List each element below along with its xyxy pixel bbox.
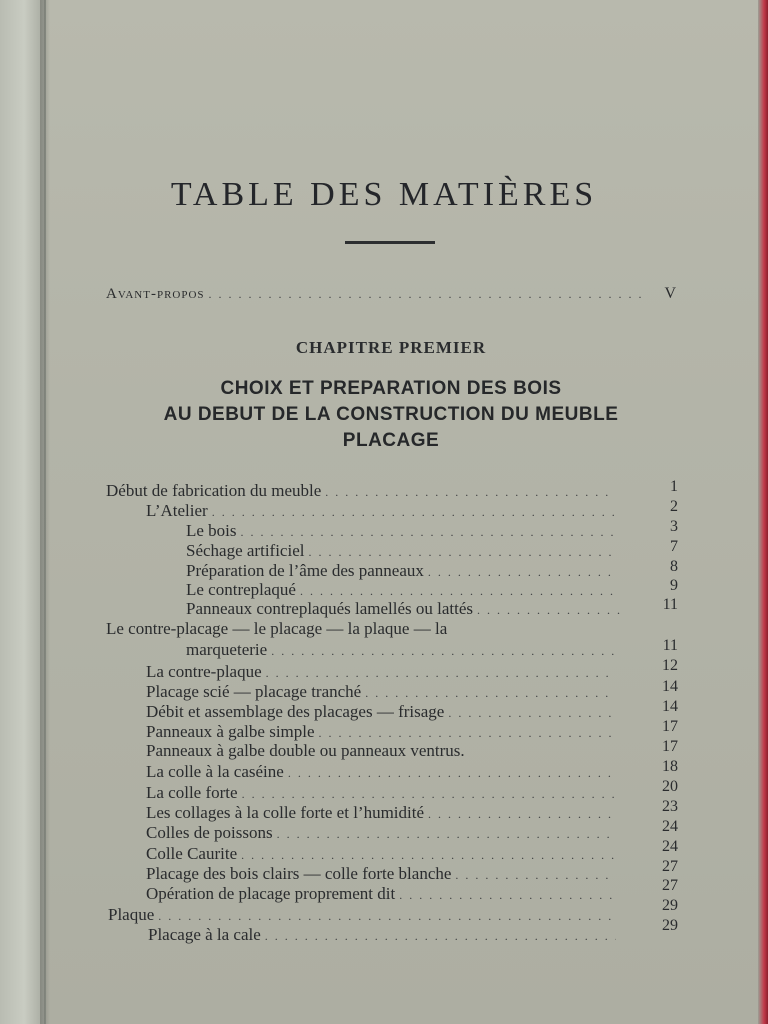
toc-row: [146, 702, 620, 722]
toc-page-number: 14: [662, 698, 678, 715]
toc-label: Placage scié — placage tranché: [146, 682, 362, 701]
toc-row: [146, 741, 624, 761]
toc-page-number: 2: [670, 498, 678, 515]
leader-dots: [325, 485, 616, 500]
toc-label: Plaque: [108, 905, 155, 924]
toc-row: [146, 682, 620, 702]
toc-label: Panneaux contreplaqués lamellés ou lattés: [186, 599, 474, 618]
toc-page-number: 9: [670, 577, 678, 594]
toc-label: Les collages à la colle forte et l’humidité: [146, 803, 425, 822]
leader-dots: [308, 545, 616, 560]
toc-label: La colle forte: [146, 783, 238, 802]
leader-dots: [365, 686, 616, 701]
leader-dots: [242, 787, 616, 802]
leader-dots: [399, 888, 616, 903]
chapter-heading-line-2: AU DEBUT DE LA CONSTRUCTION DU MEUBLE: [163, 404, 619, 425]
toc-row: [146, 864, 620, 884]
toc-row: [108, 905, 620, 925]
leader-dots: [271, 644, 616, 659]
toc-label: Panneaux à galbe double ou panneaux ventrus: [146, 741, 461, 760]
toc-label: La colle à la caséine: [146, 762, 284, 781]
toc-label: Préparation de l’âme des panneaux: [186, 561, 424, 580]
toc-label: Débit et assemblage des placages — frisage: [146, 702, 445, 721]
toc-row: [146, 722, 620, 742]
toc-row: [146, 823, 620, 843]
leader-dots: [241, 525, 616, 540]
toc-row: [186, 599, 626, 619]
leader-dots: [428, 807, 616, 822]
toc-label: Opération de placage proprement dit: [146, 884, 396, 903]
leader-dots: [428, 565, 616, 580]
chapter-label: CHAPITRE PREMIER: [295, 338, 487, 357]
toc-page-number: 17: [662, 738, 678, 755]
toc-page-number: 12: [662, 657, 678, 674]
toc-row: [186, 580, 620, 600]
leader-dots: [448, 706, 616, 721]
toc-page-number: 11: [662, 596, 678, 613]
toc-row: [106, 481, 620, 501]
leader-dots: [265, 929, 616, 944]
toc-page-number: 24: [662, 818, 678, 835]
toc-label: Placage à la cale: [148, 925, 261, 944]
toc-label: Colle Caurite: [146, 844, 238, 863]
left-page-edge: [0, 0, 44, 1024]
toc-label: Panneaux à galbe simple: [146, 722, 315, 741]
toc-page-number: 29: [662, 917, 678, 934]
toc-label: Séchage artificiel: [186, 541, 305, 560]
leader-dots: [455, 868, 616, 883]
toc-label: marqueterie: [186, 640, 268, 659]
toc-row: [148, 925, 620, 945]
toc-label: L’Atelier: [146, 501, 208, 520]
leader-dots: [288, 766, 616, 781]
toc-page-number: 1: [670, 478, 678, 495]
toc-row: [146, 783, 620, 803]
toc-page-number: V: [664, 285, 676, 302]
leader-dots: [266, 666, 616, 681]
toc-label: Le bois: [186, 521, 237, 540]
toc-row-multiline-first: Le contre-placage — le placage — la plaque — la: [106, 619, 448, 638]
toc-label: Début de fabrication du meuble: [106, 481, 322, 500]
right-page-edge: [758, 0, 768, 1024]
leader-dots: [209, 287, 648, 302]
toc-page-number: 23: [662, 798, 678, 815]
toc-page-number: 24: [662, 838, 678, 855]
toc-label: Le contreplaqué: [186, 580, 296, 599]
leader-dots: [241, 848, 616, 863]
toc-label: La contre-plaque: [146, 662, 262, 681]
leader-dots: [212, 505, 616, 520]
leader-dots: [319, 726, 616, 741]
toc-page-number: 27: [662, 858, 678, 875]
toc-row: [186, 521, 620, 541]
toc-page-number: 18: [662, 758, 678, 775]
toc-row: [146, 803, 620, 823]
toc-label-period: .: [460, 741, 465, 760]
toc-row-multiline-continuation: [186, 640, 620, 660]
toc-row: [146, 662, 620, 682]
chapter-heading-line-3: PLACAGE: [342, 430, 440, 451]
leader-dots: [277, 827, 616, 842]
toc-page-number: 3: [670, 518, 678, 535]
toc-label: Avant-propos: [106, 286, 205, 302]
toc-page-number: 11: [662, 637, 678, 654]
toc-row: [186, 541, 620, 561]
toc-page-number: 29: [662, 897, 678, 914]
toc-page-number: 14: [662, 678, 678, 695]
toc-page-number: 17: [662, 718, 678, 735]
chapter-heading-line-1: CHOIX ET PREPARATION DES BOIS: [220, 378, 562, 399]
toc-page-number: 20: [662, 778, 678, 795]
toc-page-number: 8: [670, 558, 678, 575]
toc-row: [146, 501, 620, 521]
toc-page-number: 27: [662, 877, 678, 894]
leader-dots: [477, 603, 622, 618]
leader-dots: [300, 584, 616, 599]
toc-label: Colles de poissons: [146, 823, 273, 842]
toc-page-number: 7: [670, 538, 678, 555]
toc-label: Placage des bois clairs — colle forte blanche: [146, 864, 452, 883]
title-divider: [345, 241, 435, 244]
leader-dots: [158, 909, 616, 924]
toc-row-avant-propos: [106, 286, 652, 306]
page-title: TABLE DES MATIÈRES: [170, 176, 598, 213]
spine-shadow: [40, 0, 50, 1024]
toc-row: [186, 561, 620, 581]
toc-row: [146, 762, 620, 782]
toc-row: [146, 844, 620, 864]
toc-row: [146, 884, 620, 904]
